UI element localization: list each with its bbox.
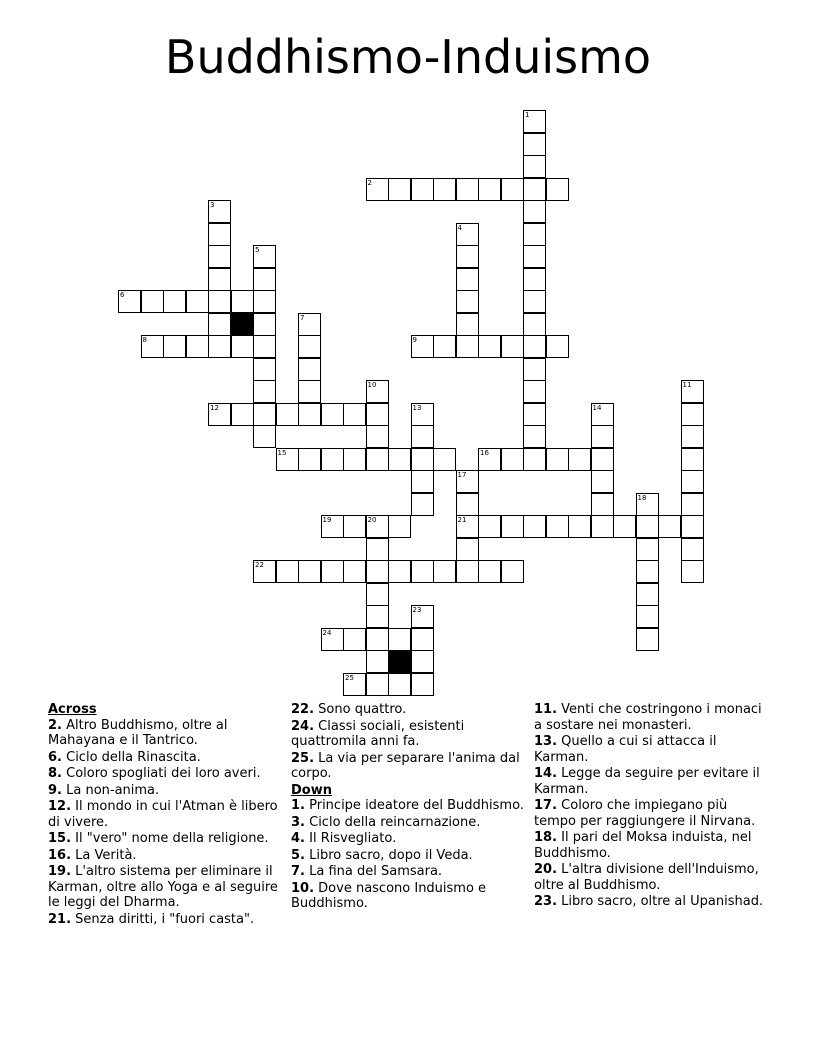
grid-cell[interactable] xyxy=(546,515,569,538)
grid-cell[interactable] xyxy=(366,560,389,583)
grid-cell[interactable] xyxy=(681,448,704,471)
grid-cell[interactable] xyxy=(613,515,636,538)
clue-text: La via per separare l'anima dal corpo. xyxy=(291,750,520,781)
grid-cell[interactable] xyxy=(388,628,411,651)
grid-cell[interactable] xyxy=(456,538,479,561)
grid-cell[interactable] xyxy=(253,313,276,336)
grid-cell[interactable] xyxy=(321,403,344,426)
grid-cell[interactable] xyxy=(343,673,366,696)
clue-text: Coloro che impiegano più tempo per raggiungere il Nirvana. xyxy=(534,798,756,829)
clue-number: 23 xyxy=(412,606,422,614)
grid-cell[interactable] xyxy=(366,583,389,606)
page-title: Buddhismo-Induismo xyxy=(164,30,652,84)
clue-number: 19 xyxy=(322,516,332,524)
grid-cell[interactable] xyxy=(411,425,434,448)
grid-cell[interactable] xyxy=(636,515,659,538)
grid-cell[interactable] xyxy=(591,515,614,538)
grid-cell[interactable] xyxy=(253,358,276,381)
grid-cell[interactable] xyxy=(276,403,299,426)
grid-cell[interactable] xyxy=(343,515,366,538)
grid-cell[interactable] xyxy=(636,605,659,628)
clue-number: 12 xyxy=(210,403,219,412)
clue-number-label: 24. xyxy=(291,718,315,734)
clue-number-label: 15. xyxy=(48,831,72,846)
grid-cell[interactable] xyxy=(366,425,389,448)
grid-cell[interactable] xyxy=(208,223,231,246)
down-clue xyxy=(291,881,525,912)
clue-text: L'altra divisione dell'Induismo, oltre al Buddhismo. xyxy=(534,862,759,893)
grid-cell[interactable] xyxy=(681,560,704,583)
grid-cell[interactable] xyxy=(298,335,321,358)
clue-number: 2 xyxy=(367,178,372,187)
grid-cell[interactable] xyxy=(433,448,456,471)
grid-cell[interactable] xyxy=(253,560,276,583)
grid-cell[interactable] xyxy=(298,313,321,336)
grid-cell[interactable] xyxy=(681,493,704,516)
grid-cell[interactable] xyxy=(523,200,546,223)
grid-cell[interactable] xyxy=(343,403,366,426)
grid-cell[interactable] xyxy=(366,628,389,651)
clues-column-2 xyxy=(291,702,525,913)
grid-cell[interactable] xyxy=(456,290,479,313)
across-clue xyxy=(48,718,282,749)
grid-cell[interactable] xyxy=(366,380,389,403)
down-clue xyxy=(534,894,768,910)
grid-cell[interactable] xyxy=(366,538,389,561)
down-clue xyxy=(291,864,525,880)
across-clue xyxy=(48,864,282,911)
down-clue xyxy=(534,734,768,765)
clue-text: Il mondo in cui l'Atman è libero di vivere. xyxy=(48,799,278,830)
grid-cell[interactable] xyxy=(456,223,479,246)
clue-number-label: 11. xyxy=(534,702,558,717)
grid-cell[interactable] xyxy=(478,335,501,358)
grid-cell[interactable] xyxy=(366,448,389,471)
clue-text: Ciclo della Rinascita. xyxy=(61,749,201,765)
clue-text: Principe ideatore del Buddhismo. xyxy=(304,798,524,813)
down-clue xyxy=(291,848,525,864)
clue-text: La Verità. xyxy=(71,847,137,863)
clue-number: 25 xyxy=(345,673,354,682)
grid-cell[interactable] xyxy=(523,425,546,448)
clue-number: 9 xyxy=(412,336,417,344)
grid-cell[interactable] xyxy=(591,493,614,516)
grid-cell[interactable] xyxy=(636,560,659,583)
clue-text: Ciclo della reincarnazione. xyxy=(304,814,481,830)
grid-cell[interactable] xyxy=(591,470,614,493)
clue-number-label: 22. xyxy=(291,702,315,717)
grid-cell[interactable] xyxy=(298,403,321,426)
grid-cell[interactable] xyxy=(411,650,434,673)
clue-number: 4 xyxy=(457,223,462,232)
clue-number: 5 xyxy=(255,246,260,254)
grid-cell[interactable] xyxy=(523,358,546,381)
grid-cell[interactable] xyxy=(141,290,164,313)
grid-cell[interactable] xyxy=(681,470,704,493)
clue-number-label: 25. xyxy=(291,750,315,766)
clue-number: 17 xyxy=(457,471,467,479)
clue-number: 10 xyxy=(367,381,377,389)
clue-number: 8 xyxy=(142,336,147,344)
grid-cell[interactable] xyxy=(501,335,524,358)
across-clue xyxy=(48,848,282,864)
grid-cell[interactable] xyxy=(411,673,434,696)
down-clue xyxy=(534,798,768,829)
grid-cell[interactable] xyxy=(501,515,524,538)
grid-cell[interactable] xyxy=(681,538,704,561)
clue-number-label: 19. xyxy=(48,864,72,879)
grid-cell[interactable] xyxy=(186,335,209,358)
grid-cell[interactable] xyxy=(388,178,411,201)
clue-number-label: 8. xyxy=(48,766,62,781)
clue-text: Classi sociali, esistenti quattromila anni fa. xyxy=(291,718,465,749)
grid-cell[interactable] xyxy=(298,358,321,381)
grid-cell[interactable] xyxy=(523,290,546,313)
black-square xyxy=(231,313,254,336)
grid-cell[interactable] xyxy=(411,605,434,628)
grid-cell[interactable] xyxy=(276,448,299,471)
grid-cell[interactable] xyxy=(253,380,276,403)
grid-cell[interactable] xyxy=(546,448,569,471)
grid-cell[interactable] xyxy=(523,133,546,156)
clue-text: L'altro sistema per eliminare il Karman, oltre allo Yoga e al seguire le leggi del Dharma. xyxy=(48,864,278,910)
clue-text: Senza diritti, i "fuori casta". xyxy=(71,911,255,927)
grid-cell[interactable] xyxy=(568,515,591,538)
grid-cell[interactable] xyxy=(478,560,501,583)
grid-cell[interactable] xyxy=(208,200,231,223)
clue-number-label: 14. xyxy=(534,766,558,781)
grid-cell[interactable] xyxy=(208,268,231,291)
grid-cell[interactable] xyxy=(523,448,546,471)
grid-cell[interactable] xyxy=(523,110,546,133)
grid-cell[interactable] xyxy=(366,650,389,673)
across-header: Across xyxy=(48,702,97,717)
grid-cell[interactable] xyxy=(568,448,591,471)
clues-column-1 xyxy=(48,702,282,928)
grid-cell[interactable] xyxy=(523,403,546,426)
grid-cell[interactable] xyxy=(411,560,434,583)
clue-number: 21 xyxy=(457,516,467,524)
down-clue xyxy=(534,766,768,797)
grid-cell[interactable] xyxy=(478,515,501,538)
grid-cell[interactable] xyxy=(343,560,366,583)
clue-number: 22 xyxy=(255,561,264,569)
clue-number-label: 16. xyxy=(48,847,72,863)
grid-cell[interactable] xyxy=(546,335,569,358)
grid-cell[interactable] xyxy=(231,403,254,426)
clue-number: 1 xyxy=(525,111,530,119)
grid-cell[interactable] xyxy=(456,313,479,336)
grid-cell[interactable] xyxy=(343,448,366,471)
clue-number-label: 12. xyxy=(48,799,72,814)
clue-text: Legge da seguire per evitare il Karman. xyxy=(534,766,760,797)
grid-cell[interactable] xyxy=(141,335,164,358)
down-clue xyxy=(534,702,768,733)
grid-cell[interactable] xyxy=(478,178,501,201)
grid-cell[interactable] xyxy=(501,448,524,471)
grid-cell[interactable] xyxy=(433,178,456,201)
clue-number-label: 18. xyxy=(534,830,558,845)
across-clue xyxy=(48,783,282,799)
grid-cell[interactable] xyxy=(208,403,231,426)
grid-cell[interactable] xyxy=(298,380,321,403)
grid-cell[interactable] xyxy=(456,268,479,291)
grid-cell[interactable] xyxy=(321,448,344,471)
clue-number: 14 xyxy=(592,403,602,412)
clue-number-label: 21. xyxy=(48,911,72,927)
across-clue xyxy=(48,912,282,928)
grid-cell[interactable] xyxy=(636,493,659,516)
grid-cell[interactable] xyxy=(411,335,434,358)
clue-text: Il pari del Moksa induista, nel Buddhismo. xyxy=(534,830,752,861)
clues-column-3 xyxy=(534,702,768,911)
grid-cell[interactable] xyxy=(343,628,366,651)
grid-cell[interactable] xyxy=(523,515,546,538)
grid-cell[interactable] xyxy=(681,425,704,448)
clue-number-label: 7. xyxy=(291,864,305,879)
grid-cell[interactable] xyxy=(208,290,231,313)
grid-cell[interactable] xyxy=(366,403,389,426)
grid-cell[interactable] xyxy=(523,178,546,201)
grid-cell[interactable] xyxy=(298,560,321,583)
grid-cell[interactable] xyxy=(186,290,209,313)
grid-cell[interactable] xyxy=(523,313,546,336)
across-clue xyxy=(291,702,525,718)
grid-cell[interactable] xyxy=(118,290,141,313)
clue-number: 7 xyxy=(300,313,305,322)
grid-cell[interactable] xyxy=(321,560,344,583)
grid-cell[interactable] xyxy=(456,335,479,358)
grid-cell[interactable] xyxy=(681,515,704,538)
down-clue xyxy=(291,831,525,847)
grid-cell[interactable] xyxy=(433,335,456,358)
grid-cell[interactable] xyxy=(253,245,276,268)
black-square xyxy=(388,650,411,673)
grid-cell[interactable] xyxy=(411,403,434,426)
grid-cell[interactable] xyxy=(208,335,231,358)
grid-cell[interactable] xyxy=(478,448,501,471)
grid-cell[interactable] xyxy=(456,515,479,538)
clue-text: La non-anima. xyxy=(61,782,160,798)
grid-cell[interactable] xyxy=(456,560,479,583)
grid-cell[interactable] xyxy=(501,178,524,201)
grid-cell[interactable] xyxy=(636,628,659,651)
clue-number: 24 xyxy=(322,628,332,637)
clue-number-label: 10. xyxy=(291,880,315,896)
grid-cell[interactable] xyxy=(433,560,456,583)
grid-cell[interactable] xyxy=(411,448,434,471)
down-clue xyxy=(534,862,768,893)
across-clue xyxy=(291,719,525,750)
grid-cell[interactable] xyxy=(388,673,411,696)
clue-text: Il "vero" nome della religione. xyxy=(71,831,269,846)
clue-text: Libro sacro, dopo il Veda. xyxy=(304,847,473,863)
grid-cell[interactable] xyxy=(163,335,186,358)
grid-cell[interactable] xyxy=(276,560,299,583)
grid-cell[interactable] xyxy=(321,628,344,651)
clue-text: Coloro spogliati dei loro averi. xyxy=(61,766,261,781)
clue-number-label: 3. xyxy=(291,814,305,830)
grid-cell[interactable] xyxy=(388,515,411,538)
grid-cell[interactable] xyxy=(546,178,569,201)
clue-number-label: 4. xyxy=(291,831,305,846)
grid-cell[interactable] xyxy=(523,268,546,291)
clue-text: La fina del Samsara. xyxy=(304,864,443,879)
clue-number-label: 2. xyxy=(48,717,62,733)
grid-cell[interactable] xyxy=(636,583,659,606)
grid-cell[interactable] xyxy=(253,290,276,313)
across-clue xyxy=(48,799,282,830)
grid-cell[interactable] xyxy=(501,560,524,583)
down-clue xyxy=(291,815,525,831)
grid-cell[interactable] xyxy=(681,380,704,403)
clue-number: 15 xyxy=(277,448,287,457)
grid-cell[interactable] xyxy=(591,448,614,471)
across-clue xyxy=(48,831,282,847)
clue-number: 16 xyxy=(480,448,489,457)
grid-cell[interactable] xyxy=(456,245,479,268)
grid-cell[interactable] xyxy=(231,335,254,358)
grid-cell[interactable] xyxy=(366,605,389,628)
grid-cell[interactable] xyxy=(366,673,389,696)
clue-text: Sono quattro. xyxy=(314,702,407,717)
clue-number: 13 xyxy=(412,403,422,412)
down-clue xyxy=(291,798,525,814)
clue-number: 20 xyxy=(367,516,377,524)
clue-text: Altro Buddhismo, oltre al Mahayana e il Tantrico. xyxy=(48,717,228,748)
down-header: Down xyxy=(291,782,332,798)
grid-cell[interactable] xyxy=(411,628,434,651)
grid-cell[interactable] xyxy=(456,178,479,201)
grid-cell[interactable] xyxy=(411,493,434,516)
clue-text: Il Risvegliato. xyxy=(304,831,397,846)
grid-cell[interactable] xyxy=(636,538,659,561)
grid-cell[interactable] xyxy=(456,470,479,493)
grid-cell[interactable] xyxy=(366,515,389,538)
grid-cell[interactable] xyxy=(523,245,546,268)
grid-cell[interactable] xyxy=(253,425,276,448)
clue-number: 3 xyxy=(210,201,215,209)
clue-number-label: 5. xyxy=(291,847,305,863)
grid-cell[interactable] xyxy=(523,380,546,403)
grid-cell[interactable] xyxy=(523,155,546,178)
grid-cell[interactable] xyxy=(253,335,276,358)
grid-cell[interactable] xyxy=(681,403,704,426)
clue-number: 18 xyxy=(637,493,647,502)
clue-text: Libro sacro, oltre al Upanishad. xyxy=(557,894,764,909)
clue-number: 11 xyxy=(682,381,692,389)
clue-text: Venti che costringono i monaci a sostare nei monasteri. xyxy=(534,702,762,733)
clue-number-label: 1. xyxy=(291,798,305,813)
clue-number-label: 20. xyxy=(534,862,558,877)
grid-cell[interactable] xyxy=(658,515,681,538)
clue-number: 6 xyxy=(120,291,125,299)
grid-cell[interactable] xyxy=(591,425,614,448)
grid-cell[interactable] xyxy=(523,335,546,358)
across-clue xyxy=(48,750,282,766)
clue-number-label: 13. xyxy=(534,734,558,749)
grid-cell[interactable] xyxy=(253,268,276,291)
grid-cell[interactable] xyxy=(456,493,479,516)
down-clue xyxy=(534,830,768,861)
clue-text: Quello a cui si attacca il Karman. xyxy=(534,734,717,765)
clue-number-label: 9. xyxy=(48,782,62,798)
across-clue xyxy=(48,766,282,782)
clue-number-label: 6. xyxy=(48,749,62,765)
grid-cell[interactable] xyxy=(163,290,186,313)
grid-cell[interactable] xyxy=(208,245,231,268)
grid-cell[interactable] xyxy=(253,403,276,426)
across-clue xyxy=(291,751,525,782)
clue-number-label: 17. xyxy=(534,798,558,813)
grid-cell[interactable] xyxy=(591,403,614,426)
grid-cell[interactable] xyxy=(208,313,231,336)
grid-cell[interactable] xyxy=(231,290,254,313)
grid-cell[interactable] xyxy=(388,448,411,471)
grid-cell[interactable] xyxy=(366,178,389,201)
grid-cell[interactable] xyxy=(411,178,434,201)
grid-cell[interactable] xyxy=(388,560,411,583)
clue-number-label: 23. xyxy=(534,894,558,909)
grid-cell[interactable] xyxy=(411,470,434,493)
clue-text: Dove nascono Induismo e Buddhismo. xyxy=(291,880,487,911)
grid-cell[interactable] xyxy=(321,515,344,538)
grid-cell[interactable] xyxy=(298,448,321,471)
grid-cell[interactable] xyxy=(523,223,546,246)
